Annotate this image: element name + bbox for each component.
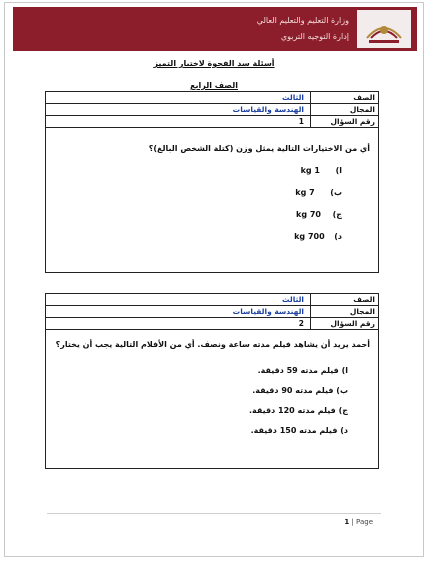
- option-text: 70 kg: [296, 210, 321, 219]
- page-footer: [344, 518, 373, 526]
- question-box-2: [45, 293, 379, 469]
- question-text: أي من الاختيارات التالية يمثل وزن (كتلة الشخص البالغ)؟: [148, 144, 370, 153]
- option-text: فيلم مدته 59 دقيقة.: [257, 366, 339, 375]
- option-letter: ا): [335, 166, 342, 175]
- grade-title: الصف الرابع: [190, 81, 238, 90]
- meta-label: المجال: [349, 105, 375, 114]
- meta-value: الهندسة والقياسات: [46, 104, 311, 115]
- header-banner: [13, 7, 417, 51]
- meta-value: الثالث: [46, 92, 311, 103]
- option-letter: د): [334, 232, 342, 241]
- meta-label: رقم السؤال: [330, 117, 375, 126]
- option-letter: د): [340, 426, 348, 435]
- meta-label: المجال: [349, 307, 375, 316]
- document-page: [4, 2, 424, 557]
- page-label: | Page: [351, 518, 373, 526]
- option-letter: ب): [336, 386, 348, 395]
- option-text: فيلم مدته 150 دقيقة.: [250, 426, 338, 435]
- meta-value: 2: [46, 318, 311, 329]
- question-meta-table: [46, 294, 378, 330]
- option-letter: ا): [341, 366, 348, 375]
- meta-row-grade: [46, 294, 378, 306]
- question-box-1: [45, 91, 379, 273]
- option-c: [296, 210, 342, 219]
- meta-label: رقم السؤال: [330, 319, 375, 328]
- meta-row-domain: [46, 104, 378, 116]
- ministry-text: [257, 13, 349, 45]
- department-name: إدارة التوجيه التربوي: [280, 32, 349, 41]
- option-letter: ب): [330, 188, 342, 197]
- meta-row-question-number: [46, 318, 378, 329]
- meta-value: 1: [46, 116, 311, 127]
- option-text: 7 kg: [295, 188, 315, 197]
- option-a: [301, 166, 342, 175]
- document-title: أسئلة سد الفجوة لاختبار التميز: [153, 59, 275, 68]
- meta-row-domain: [46, 306, 378, 318]
- meta-label: الصف: [353, 295, 375, 304]
- option-d: [294, 232, 342, 241]
- option-text: فيلم مدته 90 دقيقة.: [252, 386, 334, 395]
- option-d: [251, 426, 348, 435]
- meta-row-question-number: [46, 116, 378, 127]
- option-letter: ج): [332, 210, 342, 219]
- meta-value: الثالث: [46, 294, 311, 305]
- option-b: [252, 386, 348, 395]
- option-b: [295, 188, 342, 197]
- meta-label: الصف: [353, 93, 375, 102]
- option-a: [258, 366, 348, 375]
- meta-row-grade: [46, 92, 378, 104]
- option-c: [249, 406, 348, 415]
- option-text: 1 kg: [300, 166, 320, 175]
- ministry-logo-icon: [357, 10, 411, 48]
- option-text: 700 kg: [294, 232, 325, 241]
- question-meta-table: [46, 92, 378, 128]
- option-letter: ج): [338, 406, 348, 415]
- meta-value: الهندسة والقياسات: [46, 306, 311, 317]
- option-text: فيلم مدته 120 دقيقة.: [248, 406, 336, 415]
- page-number: 1: [344, 518, 350, 526]
- ministry-name: وزارة التعليم والتعليم العالي: [256, 16, 349, 25]
- question-text: أحمد يريد أن يشاهد فيلم مدته ساعة ونصف. أي من الأفلام التالية يجب أن يختار؟: [55, 340, 370, 349]
- footer-divider: [47, 513, 381, 514]
